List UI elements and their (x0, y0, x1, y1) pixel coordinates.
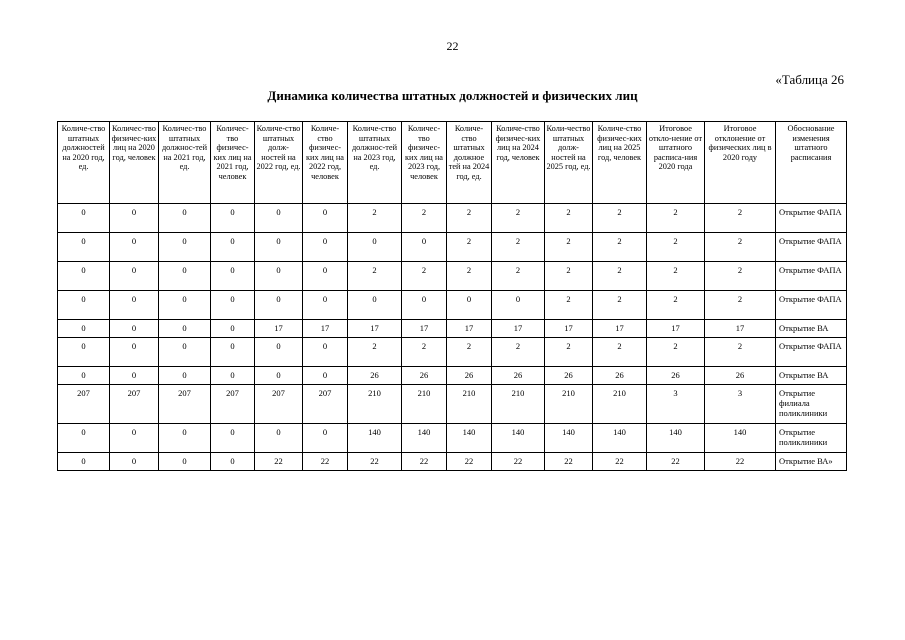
value-cell: 0 (58, 233, 110, 262)
value-cell: 140 (492, 424, 545, 453)
table-row (58, 453, 847, 471)
value-cell: 0 (211, 367, 255, 385)
value-cell: 0 (110, 367, 159, 385)
value-cell: 0 (255, 367, 303, 385)
value-cell: 26 (593, 367, 647, 385)
value-cell: 140 (447, 424, 492, 453)
value-cell: 210 (402, 385, 447, 424)
value-cell: 0 (255, 262, 303, 291)
reason-cell: Открытие ФАПА (776, 338, 847, 367)
value-cell: 0 (110, 453, 159, 471)
column-header: Обоснование изменения штатного расписания (776, 122, 847, 204)
page-number: 22 (446, 39, 459, 53)
value-cell: 0 (159, 262, 211, 291)
reason-cell: Открытие ВА (776, 367, 847, 385)
value-cell: 207 (211, 385, 255, 424)
value-cell: 0 (211, 233, 255, 262)
value-cell: 0 (159, 367, 211, 385)
value-cell: 3 (647, 385, 705, 424)
column-header: Количес-тво штатных должнос-тей на 2021 год, ед. (159, 122, 211, 204)
value-cell: 0 (110, 320, 159, 338)
value-cell: 207 (255, 385, 303, 424)
value-cell: 2 (647, 262, 705, 291)
value-cell: 17 (647, 320, 705, 338)
value-cell: 2 (593, 291, 647, 320)
value-cell: 2 (447, 262, 492, 291)
value-cell: 0 (211, 453, 255, 471)
value-cell: 22 (593, 453, 647, 471)
value-cell: 2 (447, 204, 492, 233)
value-cell: 2 (492, 233, 545, 262)
value-cell: 0 (303, 262, 348, 291)
value-cell: 2 (705, 233, 776, 262)
column-header: Коли-чество штатных долж-ностей на 2025 год, ед. (545, 122, 593, 204)
value-cell: 26 (492, 367, 545, 385)
value-cell: 0 (58, 453, 110, 471)
value-cell: 207 (159, 385, 211, 424)
value-cell: 2 (647, 291, 705, 320)
value-cell: 0 (255, 291, 303, 320)
value-cell: 17 (593, 320, 647, 338)
column-header: Количе-ство штатных должное тей на 2024 год, ед. (447, 122, 492, 204)
table-reference: «Таблица 26 (775, 72, 844, 87)
value-cell: 2 (705, 291, 776, 320)
document-title: Динамика количества штатных должностей и физических лиц (267, 88, 638, 103)
value-cell: 2 (545, 233, 593, 262)
value-cell: 210 (593, 385, 647, 424)
value-cell: 0 (492, 291, 545, 320)
value-cell: 17 (545, 320, 593, 338)
value-cell: 140 (348, 424, 402, 453)
value-cell: 0 (402, 291, 447, 320)
staffing-dynamics-table (57, 121, 847, 471)
table-row (58, 291, 847, 320)
value-cell: 0 (159, 424, 211, 453)
table-row (58, 424, 847, 453)
column-header: Количес-тво физичес-ких лиц на 2021 год, человек (211, 122, 255, 204)
value-cell: 0 (303, 367, 348, 385)
value-cell: 26 (705, 367, 776, 385)
value-cell: 2 (447, 233, 492, 262)
value-cell: 0 (303, 204, 348, 233)
value-cell: 22 (492, 453, 545, 471)
value-cell: 2 (492, 262, 545, 291)
value-cell: 0 (303, 291, 348, 320)
value-cell: 17 (492, 320, 545, 338)
value-cell: 0 (211, 291, 255, 320)
value-cell: 0 (110, 291, 159, 320)
value-cell: 22 (255, 453, 303, 471)
value-cell: 2 (492, 204, 545, 233)
value-cell: 2 (402, 338, 447, 367)
value-cell: 22 (303, 453, 348, 471)
value-cell: 0 (255, 233, 303, 262)
value-cell: 210 (348, 385, 402, 424)
column-header: Количе-ство физичес-ких лиц на 2022 год, человек (303, 122, 348, 204)
value-cell: 0 (110, 233, 159, 262)
value-cell: 0 (402, 233, 447, 262)
value-cell: 140 (402, 424, 447, 453)
value-cell: 2 (545, 291, 593, 320)
value-cell: 140 (647, 424, 705, 453)
value-cell: 2 (447, 338, 492, 367)
value-cell: 0 (211, 204, 255, 233)
reason-cell: Открытие поликлиники (776, 424, 847, 453)
value-cell: 0 (159, 291, 211, 320)
value-cell: 22 (348, 453, 402, 471)
value-cell: 17 (255, 320, 303, 338)
value-cell: 0 (110, 424, 159, 453)
value-cell: 0 (159, 338, 211, 367)
value-cell: 2 (593, 338, 647, 367)
value-cell: 207 (110, 385, 159, 424)
column-header: Итоговое отклонение от физических лиц в 2020 году (705, 122, 776, 204)
column-header: Количес-тво физичес-ких лиц на 2020 год, человек (110, 122, 159, 204)
value-cell: 17 (705, 320, 776, 338)
value-cell: 2 (348, 262, 402, 291)
value-cell: 0 (159, 453, 211, 471)
value-cell: 2 (705, 338, 776, 367)
reason-cell: Открытие филиала поликлиники (776, 385, 847, 424)
value-cell: 17 (303, 320, 348, 338)
value-cell: 2 (647, 338, 705, 367)
value-cell: 0 (211, 262, 255, 291)
value-cell: 2 (647, 204, 705, 233)
column-header: Количе-ство штатных долж-ностей на 2022 год, ед. (255, 122, 303, 204)
value-cell: 2 (593, 204, 647, 233)
value-cell: 207 (303, 385, 348, 424)
value-cell: 17 (348, 320, 402, 338)
value-cell: 0 (58, 262, 110, 291)
value-cell: 0 (211, 338, 255, 367)
value-cell: 26 (647, 367, 705, 385)
value-cell: 2 (492, 338, 545, 367)
value-cell: 26 (348, 367, 402, 385)
column-header: Итоговое откло-нение от штатного расписа-ния 2020 года (647, 122, 705, 204)
value-cell: 0 (58, 291, 110, 320)
table-row (58, 367, 847, 385)
value-cell: 2 (545, 262, 593, 291)
reason-cell: Открытие ФАПА (776, 262, 847, 291)
value-cell: 22 (647, 453, 705, 471)
reason-cell: Открытие ВА (776, 320, 847, 338)
value-cell: 26 (545, 367, 593, 385)
value-cell: 0 (255, 424, 303, 453)
value-cell: 26 (447, 367, 492, 385)
value-cell: 0 (110, 204, 159, 233)
value-cell: 0 (159, 320, 211, 338)
value-cell: 26 (402, 367, 447, 385)
value-cell: 2 (402, 204, 447, 233)
value-cell: 0 (110, 262, 159, 291)
table-row (58, 320, 847, 338)
value-cell: 0 (159, 233, 211, 262)
value-cell: 0 (255, 338, 303, 367)
value-cell: 0 (58, 204, 110, 233)
value-cell: 0 (303, 338, 348, 367)
value-cell: 17 (402, 320, 447, 338)
value-cell: 0 (110, 338, 159, 367)
value-cell: 140 (545, 424, 593, 453)
value-cell: 3 (705, 385, 776, 424)
value-cell: 22 (447, 453, 492, 471)
column-header: Количе-ство физичес-ких лиц на 2025 год, человек (593, 122, 647, 204)
value-cell: 2 (545, 204, 593, 233)
table-row (58, 262, 847, 291)
value-cell: 2 (402, 262, 447, 291)
reason-cell: Открытие ФАПА (776, 291, 847, 320)
value-cell: 140 (593, 424, 647, 453)
value-cell: 0 (303, 424, 348, 453)
table-row (58, 338, 847, 367)
value-cell: 207 (58, 385, 110, 424)
value-cell: 2 (348, 204, 402, 233)
reason-cell: Открытие ФАПА (776, 204, 847, 233)
column-header: Количе-ство штатных должностей на 2020 год, ед. (58, 122, 110, 204)
value-cell: 2 (705, 204, 776, 233)
value-cell: 2 (545, 338, 593, 367)
value-cell: 22 (705, 453, 776, 471)
column-header: Количе-ство физичес-ких лиц на 2024 год, человек (492, 122, 545, 204)
value-cell: 0 (255, 204, 303, 233)
value-cell: 22 (545, 453, 593, 471)
value-cell: 0 (58, 320, 110, 338)
reason-cell: Открытие ФАПА (776, 233, 847, 262)
value-cell: 0 (211, 424, 255, 453)
value-cell: 2 (705, 262, 776, 291)
table-row (58, 385, 847, 424)
reason-cell: Открытие ВА» (776, 453, 847, 471)
column-header: Количес-тво физичес-ких лиц на 2023 год, человек (402, 122, 447, 204)
value-cell: 140 (705, 424, 776, 453)
value-cell: 17 (447, 320, 492, 338)
value-cell: 22 (402, 453, 447, 471)
column-header: Количе-ство штатных должнос-тей на 2023 год, ед. (348, 122, 402, 204)
value-cell: 2 (348, 338, 402, 367)
table-row (58, 204, 847, 233)
value-cell: 210 (492, 385, 545, 424)
value-cell: 0 (58, 367, 110, 385)
value-cell: 2 (647, 233, 705, 262)
value-cell: 2 (593, 262, 647, 291)
value-cell: 0 (58, 338, 110, 367)
table-row (58, 233, 847, 262)
value-cell: 0 (211, 320, 255, 338)
value-cell: 0 (159, 204, 211, 233)
value-cell: 210 (447, 385, 492, 424)
value-cell: 2 (593, 233, 647, 262)
header-row (58, 122, 847, 204)
value-cell: 0 (447, 291, 492, 320)
value-cell: 0 (348, 291, 402, 320)
value-cell: 0 (58, 424, 110, 453)
value-cell: 0 (348, 233, 402, 262)
value-cell: 210 (545, 385, 593, 424)
value-cell: 0 (303, 233, 348, 262)
